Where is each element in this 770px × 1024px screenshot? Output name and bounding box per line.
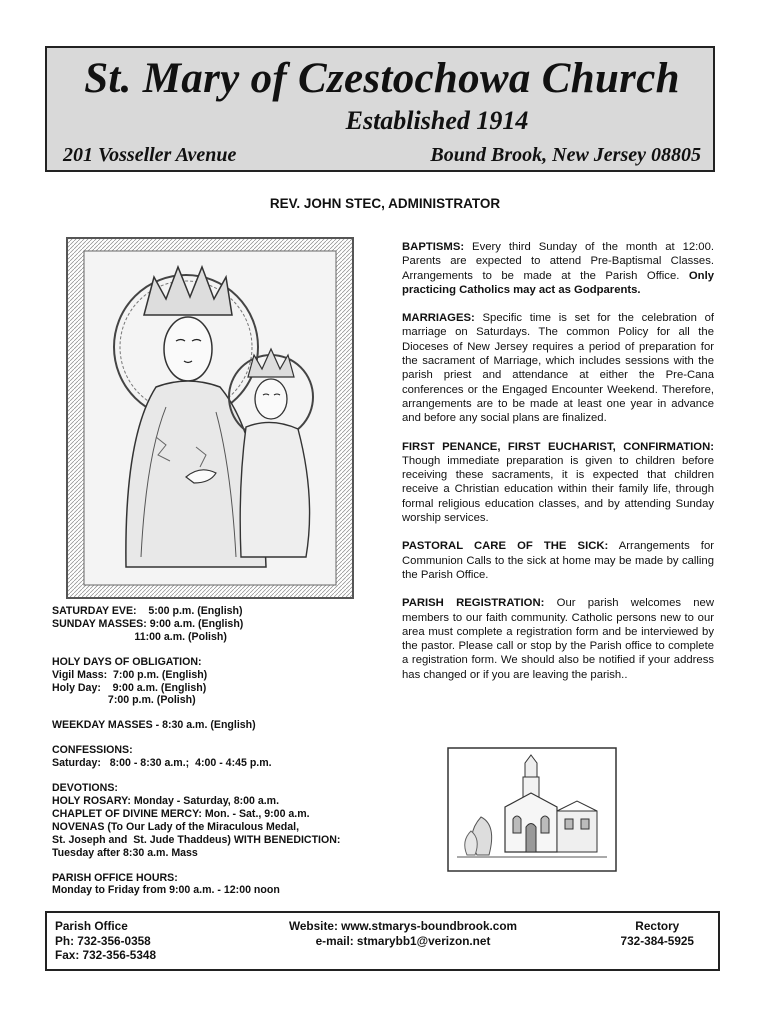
schedule-line: WEEKDAY MASSES - 8:30 a.m. (English) (52, 719, 256, 732)
pastor-line: REV. JOHN STEC, ADMINISTRATOR (269, 196, 501, 211)
schedule-line: St. Joseph and St. Jude Thaddeus) WITH BENEDICTION: (52, 833, 341, 846)
registration-text: Our parish welcomes new members to our faith community. Catholic persons new to our area must complete a registration form and be interviewed by the pastor. Please call or stop by the Parish office to complete a registration form. We should also be notified if your address has changed or if you are leaving the parish.. (402, 597, 714, 681)
schedule-line: DEVOTIONS: (52, 782, 118, 795)
schedule-line: Monday to Friday from 9:00 a.m. - 12:00 noon (52, 884, 280, 897)
pastoral-care-text: Arrangements for Communion Calls to the sick at home may be made by calling the Parish Office. (402, 540, 714, 581)
established-line: Established 1914 (345, 106, 529, 135)
schedule-line: SATURDAY EVE: 5:00 p.m. (English) (52, 605, 243, 617)
rectory-label: Rectory (635, 919, 680, 933)
mass-schedule (52, 605, 402, 909)
baptisms-paragraph (402, 240, 714, 297)
church-building-sketch (447, 747, 617, 872)
web-contact (273, 919, 533, 948)
header-box (45, 46, 715, 172)
masses-block (52, 605, 402, 644)
schedule-line: CONFESSIONS: (52, 744, 133, 757)
registration-title: PARISH REGISTRATION: (402, 597, 545, 610)
schedule-line: Tuesday after 8:30 a.m. Mass (52, 846, 198, 859)
office-hours-block (52, 872, 402, 898)
pastoral-care-title: PASTORAL CARE OF THE SICK: (402, 540, 609, 553)
church-name: St. Mary of Czestochowa Church (84, 55, 680, 102)
schedule-line: SUNDAY MASSES: 9:00 a.m. (English) (52, 617, 244, 630)
schedule-line: CHAPLET OF DIVINE MERCY: Mon. - Sat., 9:00 a.m. (52, 807, 310, 820)
footer-contact-box (45, 911, 720, 971)
baptisms-title: BAPTISMS: (402, 241, 465, 253)
baptisms-text: Every third Sunday of the month at 12:00. Parents are expected to attend Pre-Baptismal Classes. Arrangements to be made at the Parish Office. (402, 241, 714, 282)
street-address: 201 Vosseller Avenue (63, 144, 237, 166)
email-link[interactable]: e-mail: stmarybb1@verizon.net (315, 933, 491, 948)
schedule-line: Saturday: 8:00 - 8:30 a.m.; 4:00 - 4:45 p.m. (52, 757, 272, 770)
rectory-phone: 732-384-5925 (620, 933, 694, 948)
marriages-title: MARRIAGES: (402, 312, 475, 325)
holy-days-block (52, 656, 402, 708)
first-penance-paragraph (402, 440, 714, 526)
devotions-block (52, 782, 402, 859)
rectory-contact (621, 919, 694, 948)
schedule-line: PARISH OFFICE HOURS: (52, 871, 178, 884)
pastoral-care-paragraph (402, 539, 714, 582)
city-address: Bound Brook, New Jersey 08805 (430, 144, 701, 166)
confessions-block (52, 744, 402, 770)
office-fax: Fax: 732-356-5348 (55, 948, 156, 962)
schedule-line: Vigil Mass: 7:00 p.m. (English) (52, 668, 208, 681)
schedule-line: NOVENAS (To Our Lady of the Miraculous Medal, (52, 820, 300, 833)
weekday-block (52, 719, 402, 732)
first-penance-title: FIRST PENANCE, FIRST EUCHARIST, CONFIRMATION: (402, 440, 714, 453)
schedule-line: 11:00 a.m. (Polish) (52, 630, 227, 643)
schedule-line: 7:00 p.m. (Polish) (52, 694, 196, 707)
marriages-text: Specific time is set for the celebration of marriage on Saturdays. The common Policy for all the Dioceses of New Jersey requires a period of preparation for the sacrament of Marriage, which includes sessions with the parish priest and attendance at either the Pre-Cana conferences or the Engaged Encounter Weekend. Therefore, arrangements are to be made at least one year in advance and before any social plans are finalized. (402, 312, 714, 425)
office-label: Parish Office (55, 919, 128, 933)
madonna-icon-illustration (66, 237, 354, 599)
marriages-paragraph (402, 311, 714, 425)
office-phone: Ph: 732-356-0358 (55, 933, 151, 948)
first-penance-text: Though immediate preparation is given to children before receiving these sacraments, it is expected that children receive a Christian education within their family life, through formal religious education classes, and by attending Sunday worship services. (402, 454, 714, 525)
godparents-note: Only practicing Catholics may act as Godparents. (402, 269, 714, 296)
website-link[interactable]: Website: www.stmarys-boundbrook.com (288, 919, 518, 933)
schedule-line: Holy Day: 9:00 a.m. (English) (52, 681, 207, 694)
sacraments-column (402, 240, 714, 696)
schedule-line: HOLY ROSARY: Monday - Saturday, 8:00 a.m. (52, 794, 280, 807)
registration-paragraph (402, 596, 714, 682)
parish-office-contact (55, 919, 156, 963)
schedule-line: HOLY DAYS OF OBLIGATION: (52, 655, 202, 668)
